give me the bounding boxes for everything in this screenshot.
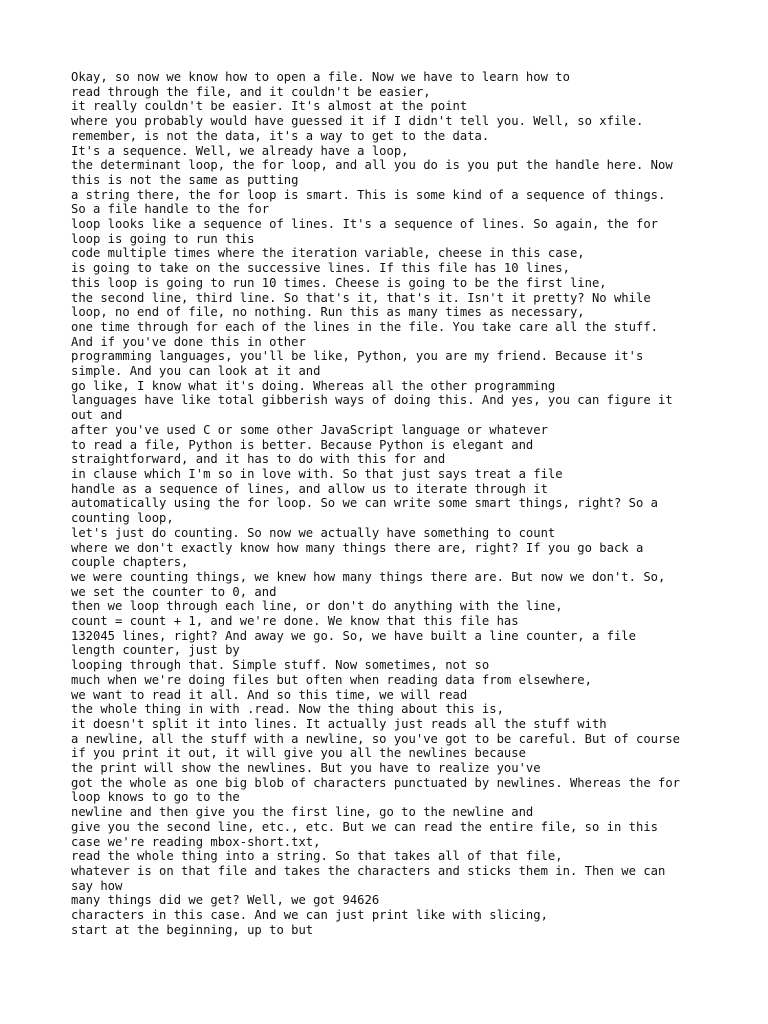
text-line: languages have like total gibberish ways of doing this. And yes, you can figure it (71, 393, 673, 408)
text-line: start at the beginning, up to but (71, 922, 314, 937)
text-line: automatically using the for loop. So we can write some smart things, right? So a (71, 496, 658, 511)
text-line: case we're reading mbox-short.txt, (71, 834, 321, 849)
transcript-page (71, 70, 711, 937)
text-line: loop looks like a sequence of lines. It's a sequence of lines. So again, the for (71, 217, 658, 232)
text-line: newline and then give you the first line, go to the newline and (71, 805, 534, 820)
text-line: is going to take on the successive lines. If this file has 10 lines, (71, 261, 570, 276)
text-line: if you print it out, it will give you all the newlines because (71, 746, 526, 761)
text-line: much when we're doing files but often when reading data from elsewhere, (71, 672, 592, 687)
text-line: one time through for each of the lines in the file. You take care all the stuff. (71, 319, 658, 334)
text-line: it really couldn't be easier. It's almost at the point (71, 99, 468, 114)
text-line: a newline, all the stuff with a newline, so you've got to be careful. But of course (71, 731, 681, 746)
text-line: we were counting things, we knew how many things there are. But now we don't. So, (71, 569, 666, 584)
text-line: count = count + 1, and we're done. We know that this file has (71, 614, 519, 629)
text-line: then we loop through each line, or don't do anything with the line, (71, 599, 563, 614)
text-line: loop knows to go to the (71, 790, 240, 805)
text-line: we set the counter to 0, and (71, 584, 277, 599)
text-line: counting loop, (71, 511, 174, 526)
text-line: Okay, so now we know how to open a file. Now we have to learn how to (71, 70, 570, 84)
text-line: whatever is on that file and takes the characters and sticks them in. Then we can (71, 863, 666, 878)
text-line: read through the file, and it couldn't be easier, (71, 84, 431, 99)
text-line: where you probably would have guessed it if I didn't tell you. Well, so xfile. (71, 114, 644, 129)
text-line: this loop is going to run 10 times. Cheese is going to be the first line, (71, 275, 607, 290)
text-line: let's just do counting. So now we actually have something to count (71, 525, 556, 540)
text-line: simple. And you can look at it and (71, 364, 321, 379)
text-line: remember, is not the data, it's a way to get to the data. (71, 128, 490, 143)
text-line: out and (71, 408, 123, 423)
text-line: handle as a sequence of lines, and allow us to iterate through it (71, 481, 548, 496)
text-line: a string there, the for loop is smart. This is some kind of a sequence of things. (71, 187, 666, 202)
text-line: after you've used C or some other JavaScript language or whatever (71, 422, 548, 437)
text-line: give you the second line, etc., etc. But we can read the entire file, so in this (71, 819, 658, 834)
text-line: it doesn't split it into lines. It actually just reads all the stuff with (71, 716, 607, 731)
text-line: couple chapters, (71, 555, 189, 570)
text-line: say how (71, 878, 123, 893)
text-line: the whole thing in with .read. Now the thing about this is, (71, 702, 504, 717)
text-line: loop is going to run this (71, 231, 255, 246)
text-line: the determinant loop, the for loop, and all you do is you put the handle here. Now (71, 158, 673, 173)
text-line: straightforward, and it has to do with this for and (71, 452, 446, 467)
text-line: code multiple times where the iteration variable, cheese in this case, (71, 246, 585, 261)
text-line: this is not the same as putting (71, 172, 299, 187)
text-line: programming languages, you'll be like, Python, you are my friend. Because it's (71, 349, 644, 364)
text-line: the print will show the newlines. But you have to realize you've (71, 761, 541, 776)
text-line: looping through that. Simple stuff. Now sometimes, not so (71, 658, 490, 673)
text-line: 132045 lines, right? And away we go. So, we have built a line counter, a file (71, 628, 636, 643)
text-line: go like, I know what it's doing. Whereas all the other programming (71, 378, 556, 393)
text-line: to read a file, Python is better. Because Python is elegant and (71, 437, 534, 452)
text-line: the second line, third line. So that's it, that's it. Isn't it pretty? No while (71, 290, 651, 305)
text-line: So a file handle to the for (71, 202, 270, 217)
text-line: length counter, just by (71, 643, 240, 658)
text-line: we want to read it all. And so this time, we will read (71, 687, 468, 702)
text-line: loop, no end of file, no nothing. Run this as many times as necessary, (71, 305, 585, 320)
text-line: It's a sequence. Well, we already have a loop, (71, 143, 409, 158)
text-line: where we don't exactly know how many things there are, right? If you go back a (71, 540, 644, 555)
text-line: in clause which I'm so in love with. So that just says treat a file (71, 466, 563, 481)
text-line: read the whole thing into a string. So that takes all of that file, (71, 849, 563, 864)
text-line: got the whole as one big blob of characters punctuated by newlines. Whereas the for (71, 775, 681, 790)
text-line: many things did we get? Well, we got 94626 (71, 893, 380, 908)
text-line: characters in this case. And we can just print like with slicing, (71, 908, 548, 923)
text-line: And if you've done this in other (71, 334, 306, 349)
